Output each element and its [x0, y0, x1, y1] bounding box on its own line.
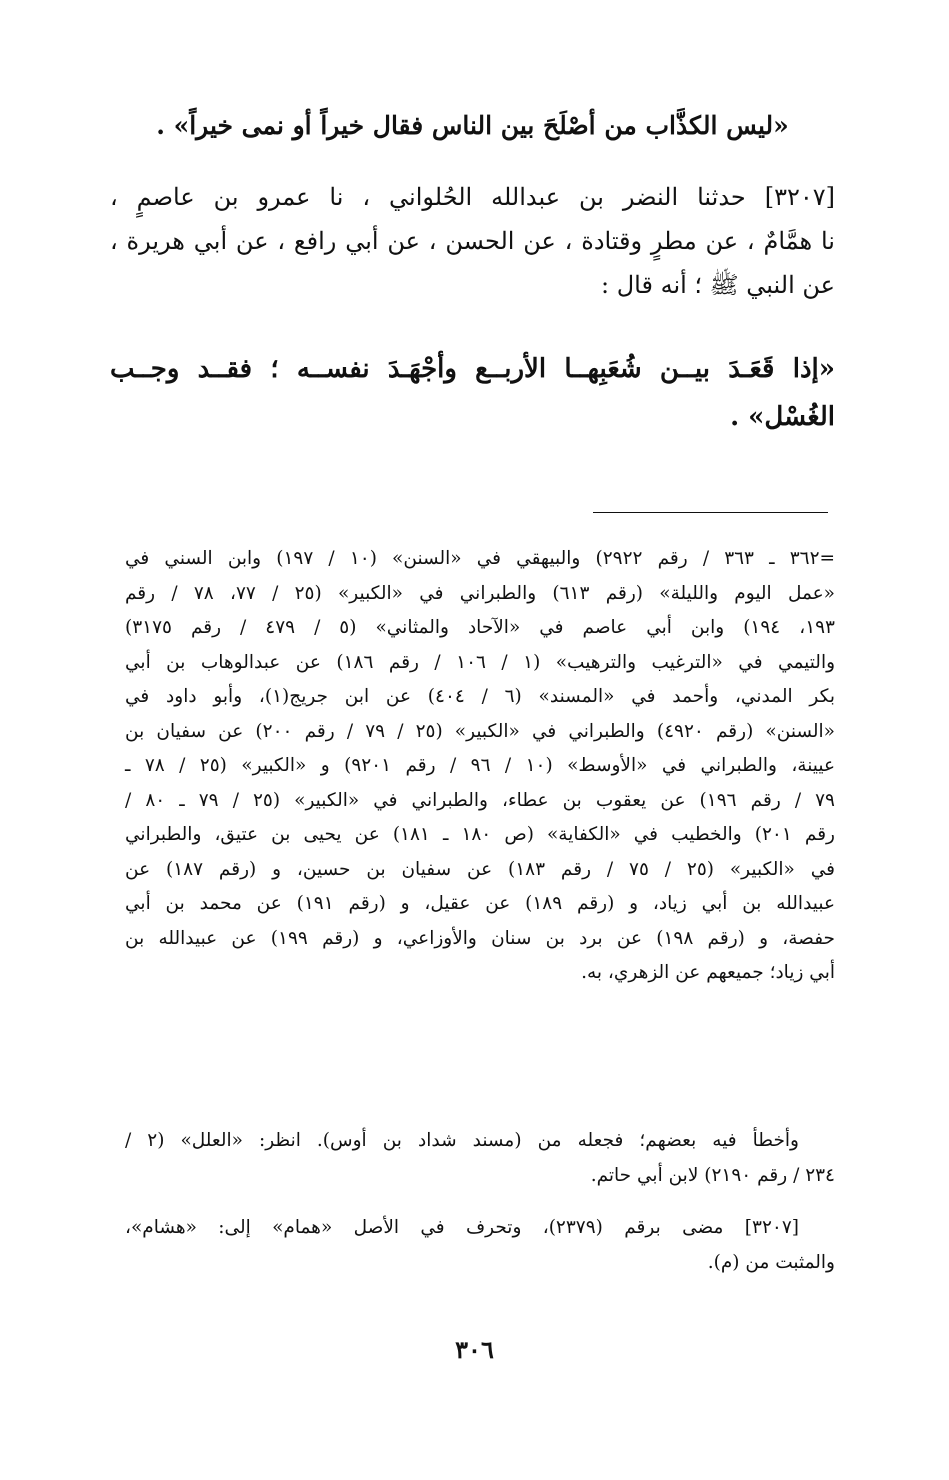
footnote-line: رقم ٢٠١) والخطيب في «الكفاية» (ص ١٨٠ ـ ١٨١) عن يحيى بن عتيق، والطبراني	[125, 824, 835, 845]
footnote-line: عبيدالله بن أبي زياد، و (رقم ١٨٩) عن عقيل، و (رقم ١٩١) عن محمد بن أبي	[125, 893, 835, 914]
footnote-line: [٣٢٠٧] مضى برقم (٢٣٧٩)، وتحرف في الأصل «همام» إلى: «هشام»،	[125, 1217, 799, 1238]
hadith-line: [٣٢٠٧] حدثنا النضر بن عبدالله الحُلواني ، نا عمرو بن عاصمٍ ،	[110, 183, 835, 211]
footnote-line: ٢٣٤ / رقم ٢١٩٠) لابن أبي حاتم.	[590, 1164, 835, 1186]
footnote-line: ٧٩ / رقم ١٩٦) عن يعقوب بن عطاء، والطبراني في «الكبير» (٢٥ / ٧٩ ـ ٨٠ /	[125, 789, 835, 811]
footnote-line: «السنن» (رقم ٤٩٢٠) والطبراني في «الكبير» (٢٥ / ٧٩ / رقم ٢٠٠) عن سفيان بن	[125, 720, 836, 742]
quote-line: الغُسْل» .	[730, 402, 835, 432]
footnote-separator	[593, 512, 828, 513]
hadith-line: عن النبي ﷺ ؛ أنه قال :	[601, 271, 835, 299]
footnote-line: وأخطأ فيه بعضهم؛ فجعله من (مسند شداد بن أوس). انظر: «العلل» (٢ /	[125, 1130, 799, 1151]
footnote-3	[125, 1211, 835, 1280]
footnote-line: ١٩٣، ١٩٤) وابن أبي عاصم في «الآحاد والمثاني» (٥ / ٤٧٩ / رقم ٣١٧٥)	[125, 617, 835, 638]
quote-line: «ليس الكذَّاب من أصْلَحَ بين الناس فقال خيراً أو نمى خيراً» .	[156, 111, 789, 140]
footnote-line: أبي زياد؛ جميعهم عن الزهري، به.	[581, 962, 835, 983]
footnote-line: حفصة، و (رقم ١٩٨) عن برد بن سنان والأوزاعي، و (رقم ١٩٩) عن عبيدالله بن	[125, 927, 835, 949]
hadith-isnad	[110, 175, 835, 307]
footnote-line: =٣٦٢ ـ ٣٦٣ / رقم ٢٩٢٢) والبيهقي في «السنن» (١٠ / ١٩٧) وابن السني في	[125, 548, 836, 569]
quote-line: «إذا قَعَـدَ بيــن شُعَبِهــا الأربــع وأجْهَـدَ نفســه ؛ فقــد وجــب	[110, 354, 835, 384]
quoted-hadith-text-2	[110, 345, 835, 441]
footnote-line: عيينة، والطبراني في «الأوسط» (١٠ / ٩٦ / رقم ٩٢٠١) و «الكبير» (٢٥ / ٧٨ ـ	[125, 755, 836, 776]
quoted-hadith-text-1	[110, 100, 835, 152]
footnote-line: «عمل اليوم والليلة» (رقم ٦١٣) والطبراني في «الكبير» (٢٥ / ٧٧، ٧٨ / رقم	[125, 582, 836, 604]
hadith-line: نا همَّامٌ ، عن مطرٍ وقتادة ، عن الحسن ، عن أبي رافع ، عن أبي هريرة ،	[110, 227, 835, 255]
page-number: ٣٠٦	[455, 1335, 494, 1364]
footnote-1	[125, 542, 835, 991]
footnote-2	[125, 1124, 835, 1193]
footnote-line: والتيمي في «الترغيب والترهيب» (١ / ١٠٦ / رقم ١٨٦) عن عبدالوهاب بن أبي	[125, 651, 836, 673]
footnote-line: والمثبت من (م).	[707, 1251, 835, 1273]
footnote-line: بكر المدني، وأحمد في «المسند» (٦ / ٤٠٤) عن ابن جريج(١)، وأبو داود في	[125, 686, 835, 707]
footnote-line: في «الكبير» (٢٥ / ٧٥ / رقم ١٨٣) عن سفيان بن حسين، و (رقم ١٨٧) عن	[125, 858, 836, 880]
